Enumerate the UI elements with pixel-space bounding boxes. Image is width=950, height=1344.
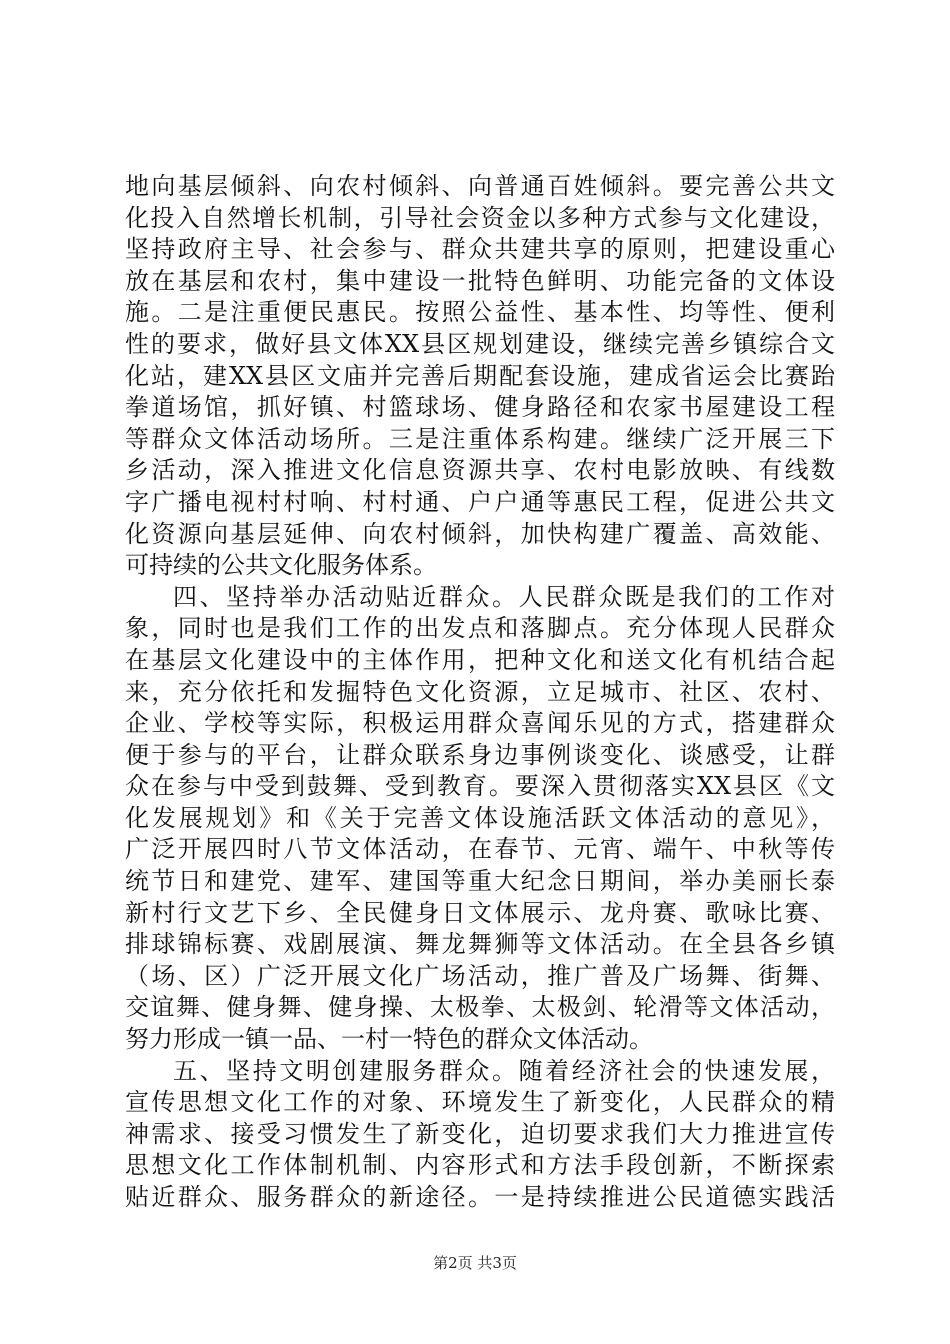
body-line: 性的要求，做好县文体XX县区规划建设，继续完善乡镇综合文 — [125, 329, 835, 358]
body-line: 贴近群众、服务群众的新途径。一是持续推进公民道德实践活 — [125, 1183, 835, 1211]
body-line: 思想文化工作体制机制、内容形式和方法手段创新，不断探索 — [125, 1151, 835, 1180]
body-line: 企业、学校等实际，积极运用群众喜闻乐见的方式，搭建群众 — [125, 709, 835, 738]
body-line: 宣传思想文化工作的对象、环境发生了新变化，人民群众的精 — [125, 1088, 835, 1117]
body-line: 放在基层和农村，集中建设一批特色鲜明、功能完备的文体设 — [125, 266, 835, 295]
body-line: 努力形成一镇一品、一村一特色的群众文体活动。 — [125, 1025, 653, 1054]
section-heading-line: 五、坚持文明创建服务群众。随着经济社会的快速发展， — [173, 1056, 835, 1085]
body-line: 新村行文艺下乡、全民健身日文体展示、龙舟赛、歌咏比赛、 — [125, 898, 835, 927]
body-line: 排球锦标赛、戏剧展演、舞龙舞狮等文体活动。在全县各乡镇 — [125, 930, 835, 959]
body-line: 可持续的公共文化服务体系。 — [125, 551, 437, 580]
body-line: 施。二是注重便民惠民。按照公益性、基本性、均等性、便利 — [125, 298, 835, 327]
body-line: 拳道场馆，抓好镇、村篮球场、健身路径和农家书屋建设工程 — [125, 393, 835, 422]
body-line: 化资源向基层延伸、向农村倾斜，加快构建广覆盖、高效能、 — [125, 519, 835, 548]
body-line: 神需求、接受习惯发生了新变化，迫切要求我们大力推进宣传 — [125, 1119, 835, 1148]
body-line: 坚持政府主导、社会参与、群众共建共享的原则，把建设重心 — [125, 235, 835, 264]
body-line: 来，充分依托和发掘特色文化资源，立足城市、社区、农村、 — [125, 677, 835, 706]
section-heading-line: 四、坚持举办活动贴近群众。人民群众既是我们的工作对 — [173, 582, 835, 611]
body-line: 化发展规划》和《关于完善文体设施活跃文体活动的意见》， — [125, 803, 835, 832]
body-line: 乡活动，深入推进文化信息资源共享、农村电影放映、有线数 — [125, 456, 835, 485]
body-line: 统节日和建党、建军、建国等重大纪念日期间，举办美丽长泰 — [125, 867, 835, 896]
page-number-footer: 第2页 共3页 — [433, 1254, 517, 1272]
document-body — [125, 171, 835, 1214]
body-line: 交谊舞、健身舞、健身操、太极拳、太极剑、轮滑等文体活动， — [125, 993, 835, 1022]
body-line: 地向基层倾斜、向农村倾斜、向普通百姓倾斜。要完善公共文 — [125, 172, 835, 200]
body-line: 等群众文体活动场所。三是注重体系构建。继续广泛开展三下 — [125, 424, 835, 453]
body-line: 化投入自然增长机制，引导社会资金以多种方式参与文化建设， — [125, 203, 835, 232]
body-line: 便于参与的平台，让群众联系身边事例谈变化、谈感受，让群 — [125, 740, 835, 769]
body-line: 化站，建XX县区文庙并完善后期配套设施，建成省运会比赛跆 — [125, 361, 835, 390]
body-line: （场、区）广泛开展文化广场活动，推广普及广场舞、街舞、 — [125, 961, 835, 990]
body-line: 字广播电视村村响、村村通、户户通等惠民工程，促进公共文 — [125, 487, 835, 516]
body-line: 广泛开展四时八节文体活动，在春节、元宵、端午、中秋等传 — [125, 835, 835, 864]
body-line: 象，同时也是我们工作的出发点和落脚点。充分体现人民群众 — [125, 614, 835, 643]
body-line: 在基层文化建设中的主体作用，把种文化和送文化有机结合起 — [125, 645, 835, 674]
body-line: 众在参与中受到鼓舞、受到教育。要深入贯彻落实XX县区《文 — [125, 772, 835, 801]
